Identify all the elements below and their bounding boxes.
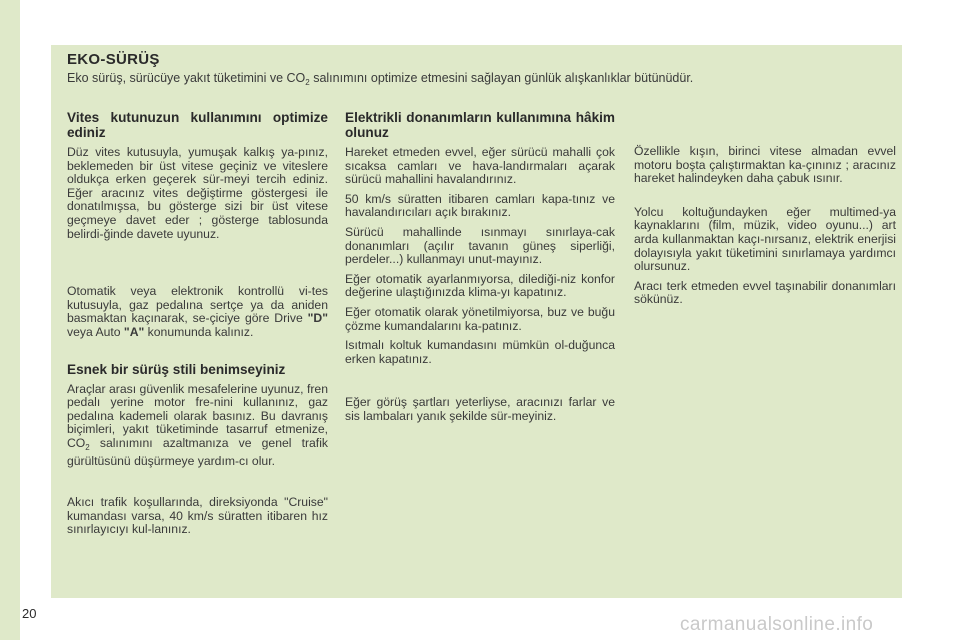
column-1 bbox=[67, 110, 328, 537]
column-3 bbox=[634, 145, 896, 307]
intro-text-start: Eko sürüş, sürücüye yakıt tüketimini ve CO bbox=[67, 71, 306, 85]
mode-a: "A" bbox=[123, 324, 145, 339]
paragraph-ventilation: Hareket etmeden evvel, eğer sürücü mahalli çok sıcaksa camları ve hava-landırmaları açarak sürücü mahallini havalandırınız. bbox=[345, 145, 615, 187]
watermark: carmanualsonline.info bbox=[680, 614, 874, 635]
paragraph-winter-idle: Özellikle kışın, birinci vitese almadan evvel motoru boşta çalıştırmaktan ka-çınınız ; aracınız hareket halindeyken daha çabuk ısınır. bbox=[634, 144, 896, 186]
section-title: EKO-SÜRÜŞ bbox=[67, 51, 160, 68]
mode-d: "D" bbox=[307, 311, 328, 326]
heading-electrical-equipment: Elektrikli donanımların kullanımına hâkim olunuz bbox=[345, 110, 615, 140]
paragraph-multimedia: Yolcu koltuğundayken eğer multimed-ya kaynaklarını (film, müzik, video oyunu...) art arda kullanmaktan kaçı-nırsanız, elektrik enerjisi dolayısıyla yakıt tüketimini sınırlamaya yardımcı olursunuz. bbox=[634, 204, 896, 274]
paragraph-demisting: Eğer otomatik olarak yönetilmiyorsa, buz ve buğu çözme kumandalarını ka-patınız. bbox=[345, 304, 615, 333]
heading-gearbox: Vites kutunuzun kullanımını optimize ediniz bbox=[67, 110, 328, 140]
co2-subscript: 2 bbox=[85, 442, 90, 452]
intro-subscript: 2 bbox=[305, 78, 310, 87]
paragraph-manual-gearbox: Düz vites kutusuyla, yumuşak kalkış ya-pınız, beklemeden bir üst vitese geçiniz ve viteslere oldukça erken geçerek sür-meyi tercih ediniz. Eğer aracınız vites değiştirme göstergesi ile donatılmışsa, bu gösterge sizi bir üst vitese geçmeye davet eder ; gösterge tablosunda belirdi-ğinde davete uyunuz. bbox=[67, 145, 328, 241]
column-2 bbox=[345, 110, 615, 424]
intro-text-end: salınımını optimize etmesini sağlayan günlük alışkanlıklar bütünüdür. bbox=[309, 71, 694, 85]
section-intro bbox=[67, 71, 897, 87]
paragraph-headlamps: Eğer görüş şartları yeterliyse, aracınızı farlar ve sis lambaları yanık şekilde sür-meyiniz. bbox=[345, 395, 615, 423]
page-number: 20 bbox=[22, 606, 37, 621]
paragraph-cruise-control: Akıcı trafik koşullarında, direksiyonda "Cruise" kumandası varsa, 40 km/s süratten itibaren hız sınırlayıcıyı kul-lanınız. bbox=[67, 495, 328, 537]
paragraph-driving-style: Araçlar arası güvenlik mesafelerine uyunuz, fren pedalı yerine motor fre-nini kullanınız, gaz pedalına kademeli olarak basınız. Bu davranış biçimleri, yakıt tüketiminde tasarruf etmenize, $CO_2$ salınımını azaltmanıza ve genel trafik gürültüsünü düşürmeye yardım-cı olur. bbox=[67, 381, 328, 468]
left-margin-strip bbox=[0, 0, 20, 640]
paragraph-heated-seat: Isıtmalı koltuk kumandasını mümkün ol-duğunca erken kapatınız. bbox=[345, 338, 615, 366]
paragraph-automatic-gearbox: Otomatik veya elektronik kontrollü vi-tes kutusuyla, gaz pedalına sertçe ya da aniden basmaktan kaçınarak, se-çiciye göre Drive "D" veya Auto "A" konumunda kalınız. bbox=[67, 284, 328, 339]
paragraph-sun-blinds: Sürücü mahallinde ısınmayı sınırlaya-cak donanımları (açılır tavanın güneş siperliği, perdeler...) kullanmayı unut-mayınız. bbox=[345, 224, 615, 267]
heading-driving-style: Esnek bir sürüş stili benimseyiniz bbox=[67, 361, 286, 377]
paragraph-air-conditioning: Eğer otomatik ayarlanmıyorsa, dilediği-niz konfor değerine ulaştığınızda klima-yı kapatınız. bbox=[345, 271, 615, 300]
paragraph-windows: 50 km/s süratten itibaren camları kapa-tınız ve havalandırıcıları açık bırakınız. bbox=[345, 191, 615, 220]
paragraph-portable-devices: Aracı terk etmeden evvel taşınabilir donanımları sökünüz. bbox=[634, 278, 896, 307]
